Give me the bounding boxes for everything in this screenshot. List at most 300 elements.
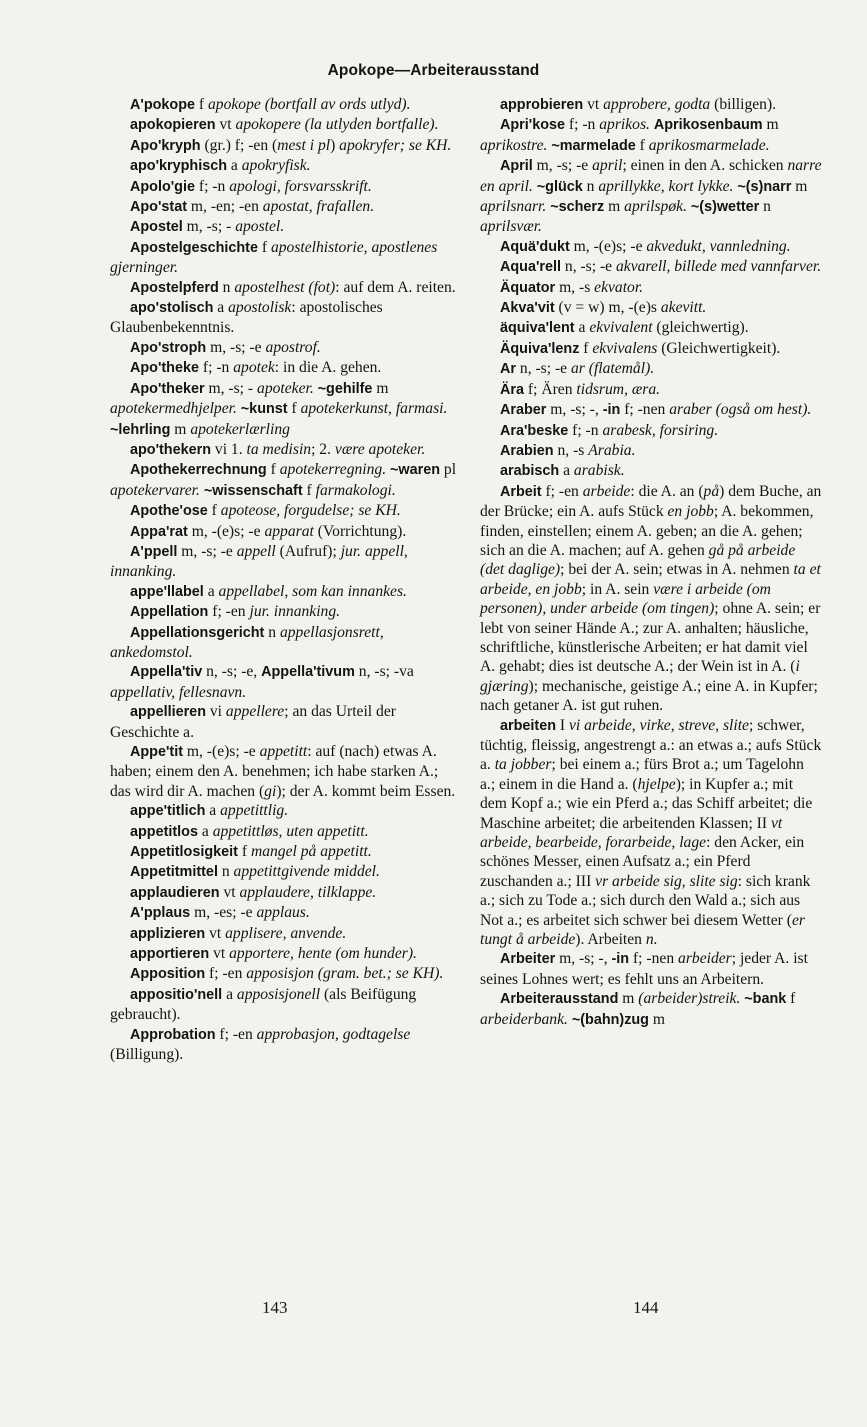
grammar-text: m <box>604 198 625 216</box>
translation: arabesk, forsiring. <box>602 421 719 439</box>
translation: apposisjonell <box>236 985 321 1003</box>
grammar-text: m, -s; -, <box>555 950 612 968</box>
grammar-text: f; -nen <box>620 401 670 419</box>
grammar-text: vi 1. <box>211 440 247 458</box>
grammar-text: : den Acker, ein schönes Messer, einen Aufsatz a.; ein Pferd zuschanden a.; III <box>480 834 805 890</box>
grammar-text: vt <box>205 924 226 942</box>
dictionary-entry <box>480 359 822 379</box>
dictionary-entry <box>480 298 822 318</box>
headword: Arabien <box>500 442 554 459</box>
headword: ~(s)narr <box>737 178 792 195</box>
headword: Apo'theke <box>130 360 199 377</box>
grammar-text: m, -s; -e <box>206 338 266 356</box>
dictionary-entry <box>480 115 822 156</box>
grammar-text: ; jeder A. ist seines Lohnes wert; es fehlt uns an Arbeitern. <box>480 950 808 988</box>
headword: April <box>500 158 533 175</box>
grammar-text: m <box>648 1010 665 1028</box>
translation: arbeiderbank. <box>480 1010 568 1028</box>
dictionary-entry <box>480 441 822 461</box>
headword: ~kunst <box>240 401 288 418</box>
translation: arbeider <box>678 950 732 968</box>
translation: apokryfisk. <box>241 157 311 175</box>
translation: gå på arbeide (det daglige) <box>480 541 796 579</box>
headword: Arbeiterausstand <box>500 991 619 1008</box>
dictionary-entry <box>110 602 462 622</box>
translation: Arabia. <box>588 441 636 459</box>
right-column <box>480 95 822 1030</box>
translation: aprilspøk. <box>624 198 687 216</box>
headword: ~scherz <box>550 199 605 216</box>
headword: ~(bahn)zug <box>571 1011 649 1028</box>
headword: Apostel <box>130 219 183 236</box>
translation: appetittløs, uten appetitt. <box>212 822 369 840</box>
translation: mest i pl <box>277 136 331 154</box>
translation: applisere, anvende. <box>225 924 347 942</box>
headword: apo'kryphisch <box>130 158 227 175</box>
translation: narre en april. <box>480 157 822 195</box>
grammar-text: f; -en <box>541 482 583 500</box>
translation: ar (flatemål). <box>571 360 655 378</box>
headword: -in <box>602 402 621 419</box>
headword: Appellationsgericht <box>130 624 265 641</box>
grammar-text: m, -es; -e <box>190 904 257 922</box>
translation: på <box>703 482 720 500</box>
translation: i gjæring <box>480 658 800 695</box>
headword: appe'titlich <box>130 803 206 820</box>
dictionary-entry <box>110 742 462 801</box>
grammar-text: ; bei einem a.; fürs Brot a.; um Tagelohn a.; einem in die Hand a. ( <box>480 756 804 793</box>
headword: Ära <box>500 381 524 398</box>
grammar-text: ; A. bekommen, finden, einstellen; einem A. geben; an die A. gehen; sich an die A. machen; auf A. gehen <box>480 503 814 559</box>
grammar-text: n <box>217 863 234 881</box>
grammar-text: a <box>197 822 213 840</box>
grammar-text: ; schwer, tüchtig, fleissig, angestrengt a.: an etwas a.; aufs Stück a. <box>480 716 822 774</box>
dictionary-entry <box>110 338 462 358</box>
grammar-text: a <box>213 299 229 317</box>
headword: Apo'theker <box>130 380 205 397</box>
grammar-text: ) dem Buche, an der Brücke; ein A. aufs Stück <box>480 482 822 521</box>
grammar-text: ; in A. sein <box>581 580 654 598</box>
dictionary-entry <box>110 115 462 135</box>
grammar-text: a <box>574 319 590 337</box>
dictionary-entry <box>110 238 462 278</box>
grammar-text: f <box>635 136 649 154</box>
grammar-text: f; -n <box>565 116 600 134</box>
translation: tidsrum, æra. <box>576 380 661 398</box>
grammar-text: a <box>222 985 237 1003</box>
grammar-text: : in die A. gehen. <box>274 359 382 377</box>
dictionary-entry <box>480 380 822 400</box>
grammar-text: n, -s; -va <box>354 663 414 681</box>
translation: ekvivalent <box>589 319 653 337</box>
grammar-text: pl <box>440 461 457 479</box>
dictionary-entry <box>110 903 462 923</box>
headword: Appella'tivum <box>261 664 355 681</box>
grammar-text: ; bei der A. sein; etwas in A. nehmen <box>560 561 794 579</box>
headword: Approbation <box>130 1026 216 1043</box>
translation: apokryfer; se KH. <box>339 136 452 154</box>
grammar-text: f; -nen <box>629 950 679 968</box>
headword: Apo'kryph <box>130 137 201 154</box>
headword: ~glück <box>536 178 583 195</box>
translation: gi <box>264 782 277 800</box>
headword: ~(s)wetter <box>690 199 760 216</box>
translation: apportere, hente (om hunder). <box>229 945 417 963</box>
headword: Apostelpferd <box>130 279 219 296</box>
headword: apportieren <box>130 946 210 963</box>
headword: Apo'stat <box>130 199 187 216</box>
grammar-text: n <box>218 278 235 296</box>
dictionary-entry <box>110 1025 462 1065</box>
translation: aprilsvær. <box>480 218 542 236</box>
translation: apologi, forsvarsskrift. <box>229 177 372 195</box>
translation: apotekerlærling <box>190 420 290 438</box>
translation: apostel. <box>235 218 285 236</box>
dictionary-entry <box>110 156 462 176</box>
headword: Akva'vit <box>500 300 555 317</box>
grammar-text: f <box>302 481 316 499</box>
headword: arbeiten <box>500 717 556 734</box>
grammar-text: I <box>555 716 569 734</box>
dictionary-entry <box>480 949 822 989</box>
grammar-text: (gr.) f; -en ( <box>200 136 278 154</box>
left-column <box>110 95 462 1065</box>
headword: Apposition <box>130 966 206 983</box>
dictionary-entry <box>480 421 822 441</box>
grammar-text: vt <box>215 116 236 134</box>
grammar-text: f <box>266 461 280 479</box>
dictionary-entry <box>110 95 462 115</box>
grammar-text: : auf (nach) etwas A. haben; einem den A. benehmen; ich habe starken A.; das wird dir A. machen ( <box>110 743 439 800</box>
grammar-text: m, -s; -, <box>546 401 603 419</box>
grammar-text: m, -(e)s; -e <box>569 237 647 255</box>
headword: apokopieren <box>130 117 216 134</box>
grammar-text: f <box>237 843 251 861</box>
dictionary-entry <box>480 95 822 115</box>
grammar-text: m, -(e)s; -e <box>182 743 260 760</box>
headword: apo'stolisch <box>130 300 214 317</box>
headword: äquiva'lent <box>500 320 575 337</box>
translation: være apoteker. <box>334 440 426 458</box>
grammar-text: f; Ären <box>524 380 577 398</box>
grammar-text: vt <box>583 96 604 113</box>
dictionary-entry <box>110 522 462 542</box>
translation: apparat <box>264 522 314 540</box>
grammar-text: m, -s; -e <box>177 542 237 560</box>
translation: april <box>592 157 623 175</box>
headword: appetitlos <box>130 823 198 840</box>
translation: apokope (bortfall av ords utlyd). <box>207 96 411 113</box>
dictionary-entry <box>480 461 822 481</box>
grammar-text: m, -s; -e <box>532 157 593 175</box>
dictionary-entry <box>110 702 462 742</box>
headword: Ara'beske <box>500 422 569 439</box>
translation: ekvator. <box>594 278 644 296</box>
headword: Appetitmittel <box>130 864 218 881</box>
grammar-text: (Gleichwertigkeit). <box>657 339 781 357</box>
grammar-text: n <box>582 177 599 195</box>
grammar-text: f <box>257 238 271 256</box>
translation: ekvivalens <box>592 339 658 357</box>
translation: vi arbeide, virke, streve, slite <box>568 716 749 734</box>
translation: akvedukt, vannledning. <box>646 237 791 255</box>
dictionary-entry <box>480 156 822 237</box>
headword: Apothekerrechnung <box>130 462 267 479</box>
dictionary-entry <box>110 501 462 521</box>
grammar-text: m, -en; -en <box>187 198 263 216</box>
grammar-text: (Billigung). <box>110 1046 184 1064</box>
headword: appositio'nell <box>130 986 223 1003</box>
dictionary-entry <box>110 964 462 984</box>
translation: jur. innanking. <box>249 603 341 621</box>
headword: Apostelgeschichte <box>130 239 258 256</box>
translation: hjelpe <box>637 775 676 793</box>
headword: appe'llabel <box>130 583 204 600</box>
headword: Apri'kose <box>500 117 566 134</box>
translation: jur. appell, innanking. <box>110 542 408 581</box>
grammar-text: n, -s; -e <box>516 360 571 378</box>
dictionary-entry <box>110 177 462 197</box>
translation: akevitt. <box>660 299 707 317</box>
translation: appellere <box>225 703 285 721</box>
translation: aprikos. <box>599 116 650 134</box>
grammar-text: m <box>372 379 389 397</box>
translation: appell <box>236 542 276 560</box>
headword: Äquiva'lenz <box>500 340 580 357</box>
running-header: Apokope—Arbeiterausstand <box>327 62 540 79</box>
translation: akvarell, billede med vannfarver. <box>616 258 822 276</box>
grammar-text: f <box>579 339 593 357</box>
headword: ~lehrling <box>110 421 171 438</box>
dictionary-entry <box>480 278 822 298</box>
dictionary-entry <box>480 989 822 1030</box>
translation: ta et arbeide, en jobb <box>480 561 821 598</box>
translation: appetittlig. <box>220 802 289 820</box>
grammar-text: n, -s; -e, <box>202 663 262 681</box>
dictionary-entry <box>110 379 462 440</box>
translation: aprillykke, kort lykke. <box>598 177 734 195</box>
headword: arabisch <box>500 463 560 480</box>
grammar-text: a <box>559 462 574 480</box>
dictionary-entry <box>110 217 462 237</box>
dictionary-entry <box>480 237 822 257</box>
dictionary-entry <box>110 944 462 964</box>
translation: apostrof. <box>265 338 321 356</box>
grammar-text: : auf dem A. reiten. <box>335 278 456 296</box>
grammar-text: f <box>786 990 796 1008</box>
translation: applaus. <box>256 904 310 922</box>
translation: apostat, frafallen. <box>262 198 375 216</box>
dictionary-entry <box>480 318 822 338</box>
translation: farmakologi. <box>315 481 396 499</box>
translation: approbere, godta <box>603 96 711 113</box>
dictionary-entry <box>110 862 462 882</box>
translation: apotekerregning. <box>279 461 387 479</box>
translation: aprilsnarr. <box>480 198 547 216</box>
grammar-text: ; ohne A. sein; er lebt von seiner Hände A.; zur A. anhalten; häusliche, schriftliche, künstlerische Arbeiten; er hat damit viel A. gehabt; dies ist deutsche A.; der Wein ist in A. ( <box>480 600 821 676</box>
dictionary-entry <box>110 278 462 298</box>
dictionary-entry <box>480 716 822 950</box>
headword: Arbeit <box>500 483 542 500</box>
grammar-text: : die A. an ( <box>630 482 704 500</box>
dictionary-entry <box>110 136 462 156</box>
headword: Appella'tiv <box>130 664 203 681</box>
headword: Aprikosenbaum <box>653 117 763 134</box>
translation: vr arbeide sig, slite sig <box>595 872 738 890</box>
translation: apokopere (la utlyden bortfalle). <box>235 116 439 134</box>
dictionary-entry <box>480 257 822 277</box>
headword: Apo'stroph <box>130 339 207 356</box>
headword: Appe'tit <box>130 744 183 760</box>
grammar-text: ); in Kupfer a.; mit dem Kopf a.; wie ein Pferd a.; das Schiff arbeitet; die Maschine arbeitet; die arbeitenden Klassen; II <box>480 775 813 832</box>
grammar-text: m <box>762 116 779 134</box>
translation: apotekerkunst, farmasi. <box>300 400 448 418</box>
headword: Apothe'ose <box>130 503 208 520</box>
translation: (arbeider)streik. <box>638 990 741 1008</box>
headword: applizieren <box>130 925 206 942</box>
dictionary-entry <box>110 801 462 821</box>
translation: apoteker. <box>257 379 314 397</box>
grammar-text: ). Arbeiten <box>575 931 646 949</box>
grammar-text: ); der A. kommt beim Essen. <box>276 782 456 800</box>
grammar-text: n, -s <box>553 441 589 459</box>
translation: approbasjon, godtagelse <box>256 1025 411 1043</box>
translation: være i arbeide (om personen), under arbeide (om tingen) <box>480 580 771 618</box>
dictionary-entry <box>480 482 822 716</box>
page-number-left: 143 <box>262 1298 288 1317</box>
grammar-text: m <box>170 420 191 438</box>
dictionary-entry <box>110 985 462 1025</box>
grammar-text: ); mechanische, geistige A.; eine A. in Kupfer; nach getaner A. ist gut ruhen. <box>480 677 818 715</box>
dictionary-entry <box>110 883 462 903</box>
dictionary-entry <box>110 197 462 217</box>
grammar-text: (billigen). <box>710 96 777 113</box>
dictionary-entry <box>110 358 462 378</box>
grammar-text: ; einen in den A. schicken <box>622 157 788 175</box>
grammar-text: f; -en <box>208 603 250 621</box>
translation: mangel på appetitt. <box>250 843 372 861</box>
headword: A'pplaus <box>130 905 191 922</box>
grammar-text: (gleichwertig). <box>652 319 749 337</box>
grammar-text: m, -s; - <box>182 218 236 236</box>
dictionary-entry <box>110 460 462 501</box>
translation: appellasjonsrett, ankedomstol. <box>110 623 384 661</box>
grammar-text: f <box>194 96 208 113</box>
grammar-text: ) <box>330 136 340 154</box>
translation: ta medisin <box>246 440 312 458</box>
grammar-text: f <box>287 400 301 418</box>
headword: Aquä'dukt <box>500 238 570 255</box>
grammar-text: a <box>205 802 221 820</box>
translation: apoteose, forgudelse; se KH. <box>220 502 401 520</box>
headword: Araber <box>500 402 547 419</box>
headword: appellieren <box>130 704 206 721</box>
translation: vt arbeide, bearbeide, forarbeide, lage <box>480 814 783 852</box>
grammar-text: f; -en <box>215 1025 257 1043</box>
headword: ~bank <box>744 991 787 1008</box>
dictionary-entry <box>110 842 462 862</box>
grammar-text: vt <box>209 945 230 963</box>
grammar-text: m <box>618 990 639 1008</box>
translation: arbeide <box>582 482 631 500</box>
grammar-text: a <box>227 157 242 175</box>
headword: approbieren <box>500 97 584 113</box>
headword: apo'thekern <box>130 441 211 458</box>
grammar-text: f; -n <box>199 359 234 377</box>
grammar-text: (Aufruf); <box>275 542 341 560</box>
headword: Apolo'gie <box>130 178 195 195</box>
translation: apotekermedhjelper. <box>110 400 237 418</box>
grammar-text: n <box>264 623 280 641</box>
grammar-text: m, -(e)s; -e <box>187 522 265 540</box>
grammar-text: n <box>759 198 771 216</box>
grammar-text: n, -s; -e <box>561 258 616 276</box>
translation: apposisjon (gram. bet.; se KH). <box>246 965 444 983</box>
headword: Appellation <box>130 604 209 621</box>
translation: ta jobber <box>494 756 552 774</box>
headword: -in <box>611 951 630 968</box>
headword: A'ppell <box>130 543 178 560</box>
translation: appellabel, som kan innankes. <box>218 582 407 600</box>
dictionary-entry <box>110 582 462 602</box>
headword: Appetitlosigkeit <box>130 844 238 861</box>
grammar-text: (v = w) m, -(e)s <box>554 299 661 317</box>
dictionary-entry <box>110 924 462 944</box>
headword: Ar <box>500 361 516 378</box>
grammar-text: a <box>203 582 219 600</box>
grammar-text: f <box>207 502 221 520</box>
translation: aprikosmarmelade. <box>648 136 770 154</box>
translation: apostelhest (fot) <box>234 278 336 296</box>
page-number-right: 144 <box>633 1298 659 1317</box>
translation: er tungt å arbeide <box>480 911 805 949</box>
grammar-text: m <box>791 177 808 195</box>
grammar-text: (als Beifügung gebraucht). <box>110 985 417 1024</box>
translation: araber (også om hest). <box>669 401 812 419</box>
dictionary-entry <box>110 440 462 460</box>
translation: apostelhistorie, apostlenes gjerninger. <box>110 238 438 277</box>
headword: A'pokope <box>130 97 195 113</box>
grammar-text: : apostolisches Glaubenbekenntnis. <box>110 299 383 337</box>
translation: appellativ, fellesnavn. <box>110 683 247 701</box>
translation: en jobb <box>667 503 714 521</box>
grammar-text: m, -s <box>555 278 595 296</box>
grammar-text: f; -n <box>568 421 603 439</box>
translation: n. <box>645 931 658 949</box>
grammar-text: f; -n <box>194 177 230 195</box>
grammar-text: ; 2. <box>311 440 335 458</box>
translation: appetitt <box>259 743 308 760</box>
translation: aprikostre. <box>480 136 548 154</box>
headword: ~wissenschaft <box>203 482 303 499</box>
headword: ~marmelade <box>551 137 636 154</box>
dictionary-entry <box>480 400 822 420</box>
headword: Aqua'rell <box>500 259 561 276</box>
headword: Appa'rat <box>130 523 188 540</box>
dictionary-entry <box>480 339 822 359</box>
headword: ~gehilfe <box>317 380 373 397</box>
translation: apotekervarer. <box>110 481 200 499</box>
dictionary-entry <box>110 822 462 842</box>
translation: appetittgivende middel. <box>233 863 380 881</box>
grammar-text: vi <box>205 703 226 721</box>
headword: ~waren <box>390 462 441 479</box>
headword: Äquator <box>500 279 556 296</box>
translation: applaudere, tilklappe. <box>239 883 377 901</box>
grammar-text: (Vorrichtung). <box>313 522 407 540</box>
dictionary-entry <box>110 662 462 702</box>
grammar-text: vt <box>219 883 240 901</box>
